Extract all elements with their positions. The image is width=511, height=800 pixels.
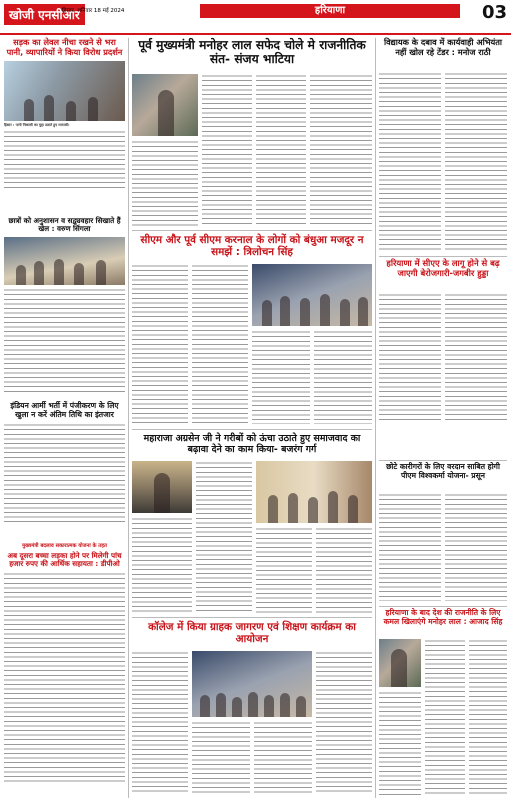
section-title: हरियाणा	[314, 5, 346, 16]
article-body	[4, 288, 125, 392]
article-body	[132, 651, 188, 793]
article-financial-aid	[4, 541, 125, 782]
news-photo	[4, 237, 125, 285]
article-kicker: मुख्यमंत्री बदलाव सकारात्मक योजना के तहत	[22, 543, 107, 549]
article-sports	[4, 217, 125, 392]
column-divider	[375, 38, 376, 798]
article-body	[256, 527, 312, 613]
article-headline: इंडियन आर्मी भर्ती में पंजीकरण के लिए खुला न करें अंतिम तिथि का इंतजार	[10, 401, 119, 419]
news-photo	[192, 651, 312, 717]
article-headline: छात्रों को अनुशासन व सद्व्यवहार सिखाते हैं खेल : वरुण सिंगला	[8, 216, 121, 234]
article-caa	[379, 259, 507, 279]
article-road-level	[4, 38, 125, 190]
news-photo	[4, 61, 125, 121]
news-photo	[379, 639, 421, 687]
article-college	[132, 621, 372, 646]
page-number: 03	[481, 2, 507, 23]
article-body	[192, 264, 248, 424]
section-divider	[379, 606, 507, 607]
section-banner	[200, 4, 460, 18]
article-body	[310, 74, 372, 226]
article-body	[132, 517, 192, 613]
news-photo	[252, 264, 372, 326]
article-body	[252, 330, 310, 424]
section-divider	[132, 230, 372, 231]
article-body	[202, 74, 252, 226]
article-headline: महाराजा अग्रसेन जी ने गरीबों को ऊंचा उठाते हुए समाजवाद का बढ़ावा देने का काम किया- बजरंग गर्ग	[143, 433, 361, 456]
article-headline: सीएम और पूर्व सीएम करनाल के लोगों को बंधुआ मजदूर न समझें : त्रिलोचन सिंह	[140, 234, 364, 259]
masthead	[0, 0, 511, 36]
article-body	[379, 72, 441, 252]
article-body	[4, 423, 125, 523]
news-photo	[256, 461, 372, 523]
article-headline: सड़क का लेवल नीचा रखने से भरा पानी, व्यापारियों ने किया विरोध प्रदर्शन	[6, 37, 123, 57]
article-headline: पूर्व मुख्यमंत्री मनोहर लाल सफेद चोले मे राजनीतिक संत- संजय भाटिया	[138, 38, 366, 67]
issue-date: हिसार, शनिवार 18 मई 2024	[62, 8, 125, 14]
article-headline: छोटे कारीगरों के लिए वरदान साबित होगी पीएम विश्वकर्मा योजना- प्रसून	[386, 462, 500, 480]
article-vishwakarma	[379, 463, 507, 481]
article-body	[379, 293, 441, 423]
article-main-bhatia	[132, 38, 372, 67]
article-body	[445, 293, 507, 423]
news-photo	[132, 74, 198, 136]
article-body	[425, 639, 465, 795]
article-body	[132, 140, 198, 226]
article-body	[379, 691, 421, 795]
article-body	[132, 264, 188, 424]
section-divider	[379, 256, 507, 257]
article-agrasen	[132, 433, 372, 455]
article-body	[469, 639, 507, 795]
article-headline: अब दूसरा बच्चा लड़का होने पर मिलेगी पांच हजार रुपए की आर्थिक सहायता : डीपीओ	[7, 551, 122, 569]
article-army-recruitment	[4, 402, 125, 523]
column-divider	[128, 38, 129, 798]
article-body	[379, 493, 441, 601]
article-trilochan	[132, 234, 372, 259]
article-headline: कॉलेज में किया ग्राहक जागरण एवं शिक्षण कार्यक्रम का आयोजन	[148, 621, 356, 646]
article-body	[196, 461, 252, 613]
section-divider	[379, 460, 507, 461]
article-azad-singh	[379, 609, 507, 627]
article-body	[316, 527, 372, 613]
article-body	[314, 330, 372, 424]
article-body	[4, 572, 125, 782]
article-body	[192, 721, 250, 793]
article-body	[4, 130, 125, 190]
article-body	[316, 651, 372, 793]
section-divider	[132, 429, 372, 430]
article-headline: हरियाणा के बाद देश की राजनीति के लिए कमल खिलाएंगे मनोहर लाल : आजाद सिंह	[383, 608, 503, 626]
article-tender	[379, 38, 507, 57]
article-body	[254, 721, 312, 793]
article-body	[445, 493, 507, 601]
article-body	[445, 72, 507, 252]
photo-caption: हिसार : पानी निकासी का मुद्दा उठाते हुए व्यापारी।	[4, 123, 70, 128]
masthead-rule	[0, 33, 511, 35]
article-headline: हरियाणा में सीएए के लागू होने से बढ़ जाएगी बेरोजगारी-जगबीर हुड्डा	[386, 258, 500, 278]
newspaper-logo: खोजी एनसीआर	[4, 4, 85, 25]
article-body	[256, 74, 306, 226]
section-divider	[132, 617, 372, 618]
news-photo	[132, 461, 192, 513]
article-headline: विद्यायक के दबाव में कार्यवाही अभियंता नहीं खोल रहे टेंडर : मनोज राठी	[383, 37, 503, 57]
